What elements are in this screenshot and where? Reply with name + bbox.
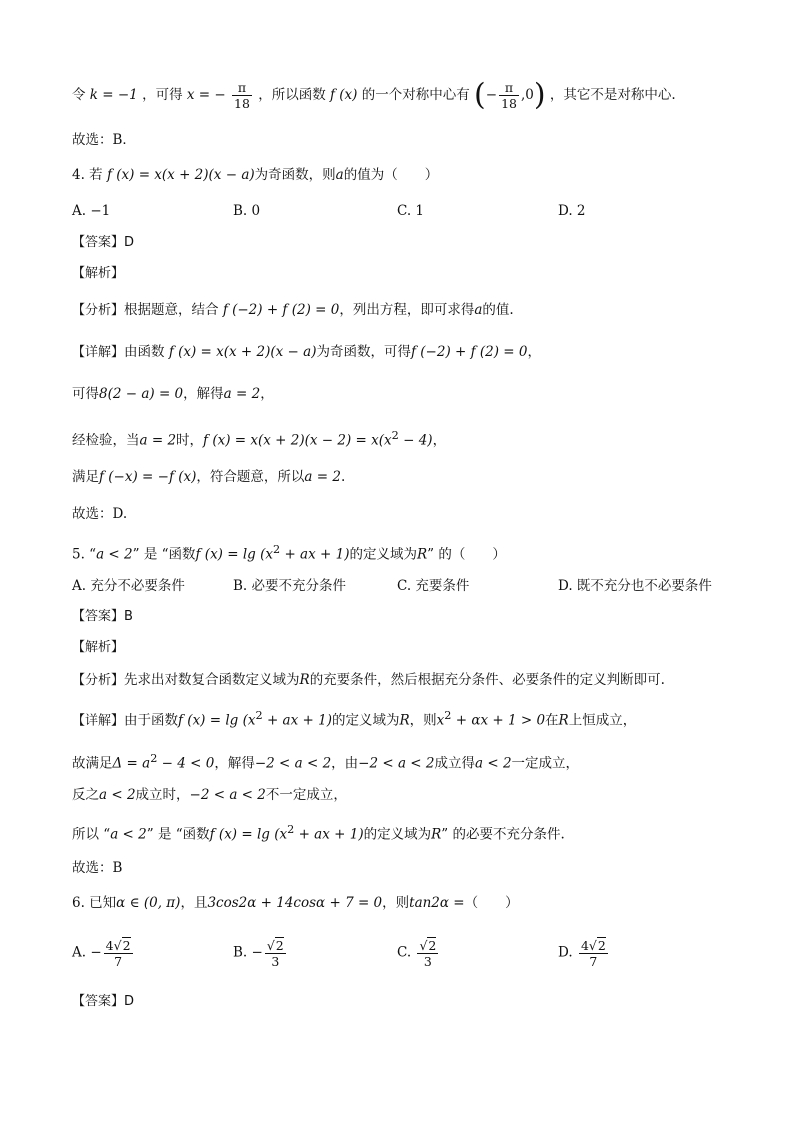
text: 成立得 bbox=[434, 755, 475, 772]
q5-analysis-heading: 【解析】 bbox=[72, 640, 125, 655]
text: ” 的必要不充分条件. bbox=[441, 826, 565, 843]
math-expression: + ax + 1) bbox=[294, 826, 364, 843]
radicand: 2 bbox=[275, 938, 284, 953]
math-expression: − 4 < 0 bbox=[157, 755, 215, 772]
text: ” 是 “函数 bbox=[146, 826, 210, 843]
superscript: 2 bbox=[287, 823, 295, 836]
math-expression: ,0 bbox=[520, 87, 534, 103]
text: ，则 bbox=[409, 712, 437, 729]
math-expression: x bbox=[436, 712, 445, 729]
option-label: A. bbox=[72, 944, 87, 961]
text: ，且 bbox=[180, 895, 208, 911]
math-expression: a < 2 bbox=[99, 787, 136, 803]
math-expression: a < 2 bbox=[475, 755, 512, 772]
q5-option-d: D. 既不充分也不必要条件 bbox=[558, 578, 712, 594]
text: ，解得 bbox=[214, 755, 255, 772]
q5-detail-2 bbox=[72, 749, 579, 774]
text: ，其它不是对称中心. bbox=[549, 87, 676, 103]
q5-answer bbox=[72, 607, 133, 627]
q4-detail-2 bbox=[72, 384, 274, 404]
math-expression: tan2α = bbox=[409, 895, 465, 911]
q6-option-c bbox=[397, 937, 440, 969]
q5-option-b: B. 必要不充分条件 bbox=[233, 578, 347, 594]
text: 可得 bbox=[72, 386, 99, 402]
math-expression: Δ = a bbox=[112, 755, 151, 772]
text: ” 的（ ） bbox=[427, 546, 506, 563]
math-expression: α ∈ (0, π) bbox=[116, 895, 181, 911]
sqrt-symbol: √ bbox=[266, 938, 275, 953]
question-number: 5. “ bbox=[72, 546, 97, 563]
section-tag: 【详解】 bbox=[72, 713, 125, 729]
fraction bbox=[417, 937, 438, 969]
q4-answer bbox=[72, 233, 134, 253]
solution-line-symmetry-center bbox=[72, 77, 676, 113]
sign: − bbox=[251, 944, 263, 961]
text: ，解得 bbox=[183, 386, 224, 402]
math-expression: + αx + 1 > 0 bbox=[451, 712, 546, 729]
text: 为奇函数，则 bbox=[254, 167, 336, 183]
math-expression: f (x) = x(x + 2)(x − a) bbox=[106, 167, 255, 183]
coefficient: 4 bbox=[105, 938, 114, 953]
answer-tag: 【答案】 bbox=[72, 994, 125, 1009]
text: 的一个对称中心有 bbox=[361, 87, 470, 103]
math-expression: −2 < a < 2 bbox=[189, 787, 266, 803]
option-label: B. bbox=[233, 944, 248, 961]
q5-detail-1 bbox=[72, 706, 636, 732]
numerator: π bbox=[499, 80, 519, 96]
text: 令 bbox=[72, 87, 86, 103]
text: 成立时， bbox=[135, 787, 190, 803]
numerator bbox=[265, 937, 286, 954]
minus-sign: − bbox=[485, 87, 498, 103]
text: ， bbox=[260, 386, 274, 402]
answer-tag: 【答案】 bbox=[72, 235, 125, 250]
text: . bbox=[340, 469, 346, 485]
denominator: 18 bbox=[501, 96, 517, 111]
question-5 bbox=[72, 540, 506, 565]
q6-answer bbox=[72, 992, 134, 1012]
q4-option-a: A. −1 bbox=[72, 203, 111, 219]
text: 故满足 bbox=[72, 755, 113, 772]
math-variable: R bbox=[399, 712, 410, 729]
radicand: 2 bbox=[122, 938, 131, 953]
math-expression: a = 2 bbox=[304, 469, 341, 485]
question-6 bbox=[72, 893, 519, 913]
math-expression: f (x) = lg (x bbox=[178, 712, 256, 729]
answer-tag: 【答案】 bbox=[72, 609, 125, 624]
radicand: 2 bbox=[597, 938, 606, 953]
text: 满足 bbox=[72, 469, 99, 485]
superscript: 2 bbox=[255, 709, 263, 722]
sqrt-symbol: √ bbox=[588, 938, 597, 953]
text: ， bbox=[432, 432, 447, 449]
q4-choose: 故选：D. bbox=[72, 506, 128, 522]
right-paren: ) bbox=[533, 77, 546, 113]
superscript: 2 bbox=[150, 752, 158, 765]
q4-detail-3 bbox=[72, 426, 446, 451]
text: 一定成立， bbox=[511, 755, 580, 772]
text: 先求出对数复合函数定义域为 bbox=[124, 672, 300, 688]
math-expression: a < 2 bbox=[110, 826, 147, 843]
sign: − bbox=[90, 944, 102, 961]
fraction-pi-over-18 bbox=[232, 80, 252, 111]
math-expression: f (−x) = −f (x) bbox=[99, 469, 197, 485]
text: 为奇函数，可得 bbox=[316, 344, 411, 360]
math-expression: f (−2) + f (2) = 0 bbox=[410, 344, 528, 360]
superscript: 2 bbox=[444, 709, 452, 722]
q4-detail-1 bbox=[72, 342, 541, 363]
math-variable: R bbox=[299, 672, 310, 688]
q6-option-a bbox=[72, 937, 135, 969]
math-expression: f (x) bbox=[330, 87, 358, 103]
q5-option-a: A. 充分不必要条件 bbox=[72, 578, 185, 594]
q5-analysis bbox=[72, 670, 665, 691]
q4-analysis-heading: 【解析】 bbox=[72, 266, 125, 281]
text: 上恒成立， bbox=[568, 712, 637, 729]
q4-detail-4 bbox=[72, 467, 345, 487]
section-tag: 【分析】 bbox=[72, 673, 125, 688]
fraction bbox=[579, 937, 608, 969]
text: 不一定成立， bbox=[265, 787, 347, 803]
answer-value: B bbox=[124, 609, 133, 624]
text: 的值为（ ） bbox=[343, 167, 439, 183]
fraction bbox=[104, 937, 133, 969]
math-expression: − 4) bbox=[398, 432, 433, 449]
q4-option-c: C. 1 bbox=[397, 203, 425, 219]
q5-option-c: C. 充要条件 bbox=[397, 578, 470, 594]
text: 的充要条件，然后根据充分条件、必要条件的定义判断即可. bbox=[309, 672, 665, 688]
q5-detail-4 bbox=[72, 820, 565, 845]
math-expression: f (x) = x(x + 2)(x − 2) = x(x bbox=[203, 432, 392, 449]
denominator: 3 bbox=[423, 954, 432, 969]
text: 所以 “ bbox=[72, 826, 111, 843]
q4-option-d: D. 2 bbox=[558, 203, 586, 219]
answer-value: D bbox=[124, 994, 135, 1009]
text: ，可得 bbox=[142, 87, 183, 103]
math-expression: f (−2) + f (2) = 0 bbox=[222, 302, 340, 318]
sqrt-symbol: √ bbox=[113, 938, 122, 953]
text: ，符合题意，所以 bbox=[196, 469, 305, 485]
option-label: C. bbox=[397, 944, 412, 961]
math-expression: + ax + 1) bbox=[280, 546, 350, 563]
denominator: 7 bbox=[114, 954, 123, 969]
text: 的值. bbox=[482, 302, 514, 318]
math-expression: x = − bbox=[186, 87, 226, 103]
text: 由于函数 bbox=[124, 712, 179, 729]
text: 在 bbox=[545, 712, 559, 729]
question-number: 4. 若 bbox=[72, 167, 103, 183]
math-variable: a bbox=[335, 167, 344, 183]
text: ，由 bbox=[331, 755, 359, 772]
math-expression: −2 < a < 2 bbox=[254, 755, 332, 772]
numerator bbox=[417, 937, 438, 954]
text: 根据题意，结合 bbox=[124, 302, 219, 318]
option-label: D. bbox=[558, 944, 573, 961]
numerator bbox=[104, 937, 133, 954]
section-tag: 【分析】 bbox=[72, 303, 125, 318]
q4-analysis bbox=[72, 300, 514, 321]
text: ，所以函数 bbox=[258, 87, 326, 103]
math-expression: f (x) = lg (x bbox=[195, 546, 273, 563]
math-expression: a = 2 bbox=[139, 432, 177, 449]
math-expression: 3cos2α + 14cosα + 7 = 0 bbox=[207, 895, 383, 911]
radicand: 2 bbox=[428, 938, 437, 953]
text: ” 是 “函数 bbox=[132, 546, 196, 563]
text: ， bbox=[527, 344, 541, 360]
text: 时， bbox=[176, 432, 204, 449]
text: （ ） bbox=[464, 895, 519, 911]
q5-choose: 故选：B bbox=[72, 860, 123, 876]
answer-value: D bbox=[124, 235, 135, 250]
coefficient: 4 bbox=[580, 938, 589, 953]
section-tag: 【详解】 bbox=[72, 345, 125, 360]
text: 的定义域为 bbox=[331, 712, 400, 729]
text: 的定义域为 bbox=[363, 826, 432, 843]
math-expression: f (x) = lg (x bbox=[209, 826, 288, 843]
question-number: 6. 已知 bbox=[72, 895, 117, 911]
text: 的定义域为 bbox=[349, 546, 417, 563]
numerator bbox=[579, 937, 608, 954]
math-variable: a bbox=[474, 302, 483, 318]
q5-detail-3 bbox=[72, 785, 347, 805]
text: ，列出方程，即可求得 bbox=[339, 302, 475, 318]
superscript: 2 bbox=[272, 543, 281, 556]
math-expression: 8(2 − a) = 0 bbox=[99, 386, 184, 402]
math-expression: + ax + 1) bbox=[262, 712, 332, 729]
sqrt-symbol: √ bbox=[419, 938, 428, 953]
question-4 bbox=[72, 165, 438, 185]
math-variable: R bbox=[416, 546, 428, 563]
text: ，则 bbox=[382, 895, 410, 911]
fraction bbox=[265, 937, 286, 969]
math-expression: f (x) = x(x + 2)(x − a) bbox=[168, 344, 317, 360]
numerator: π bbox=[232, 80, 252, 96]
math-expression: a < 2 bbox=[96, 546, 133, 563]
math-expression: a = 2 bbox=[223, 386, 261, 402]
q4-option-b: B. 0 bbox=[233, 203, 261, 219]
denominator: 7 bbox=[589, 954, 598, 969]
math-expression: k = −1 bbox=[89, 87, 138, 103]
math-expression: −2 < a < 2 bbox=[358, 755, 435, 772]
choose-answer-line: 故选：B． bbox=[72, 132, 136, 148]
superscript: 2 bbox=[391, 429, 399, 442]
fraction-pi-over-18 bbox=[499, 80, 519, 111]
q6-option-b bbox=[233, 937, 288, 969]
text: 经检验，当 bbox=[72, 432, 140, 449]
left-paren: ( bbox=[474, 77, 486, 113]
denominator: 18 bbox=[234, 96, 250, 111]
text: 反之 bbox=[72, 787, 99, 803]
math-variable: R bbox=[558, 712, 569, 729]
q6-option-d bbox=[558, 937, 610, 969]
math-variable: R bbox=[431, 826, 442, 843]
text: 由函数 bbox=[124, 344, 165, 360]
denominator: 3 bbox=[271, 954, 280, 969]
